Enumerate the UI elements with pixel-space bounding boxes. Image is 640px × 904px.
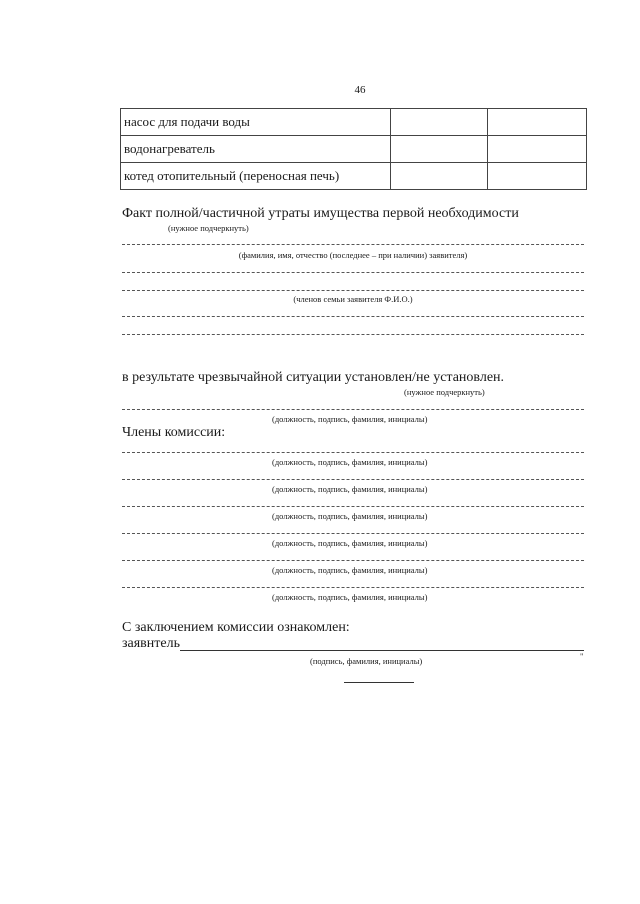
member-line	[122, 452, 584, 453]
member-caption: (должность, подпись, фамилия, инициалы)	[272, 565, 428, 575]
table-row-label: насос для подачи воды	[121, 109, 391, 136]
underline-hint-2: (нужное подчеркнуть)	[404, 387, 485, 397]
table-row-label: водонагреватель	[121, 136, 391, 163]
page-number: 46	[354, 84, 366, 96]
table-cell	[488, 163, 587, 190]
signature-caption: (подпись, фамилия, инициалы)	[310, 656, 423, 666]
applicant-caption: (фамилия, имя, отчество (последнее – при наличии) заявителя)	[238, 250, 468, 260]
blank-line	[122, 272, 584, 273]
applicant-line	[122, 244, 584, 245]
members-heading: Члены комиссии:	[122, 425, 226, 440]
table-row	[121, 109, 587, 136]
fact-heading: Факт полной/частичной утраты имущества первой необходимости	[122, 206, 519, 221]
family-line	[122, 290, 584, 291]
member-caption: (должность, подпись, фамилия, инициалы)	[272, 511, 428, 521]
member-caption: (должность, подпись, фамилия, инициалы)	[272, 592, 428, 602]
table-cell	[391, 136, 488, 163]
corner-mark: "	[580, 651, 584, 661]
table-row	[121, 163, 587, 190]
table-cell	[391, 109, 488, 136]
closing-rule	[344, 682, 414, 683]
applicant-signature-line	[180, 650, 584, 651]
table-cell	[488, 109, 587, 136]
property-table	[120, 108, 587, 190]
acquaint-heading: С заключением комиссии ознакомлен:	[122, 620, 350, 635]
applicant-label: заявнтель	[122, 636, 180, 651]
member-caption: (должность, подпись, фамилия, инициалы)	[272, 538, 428, 548]
result-text: в результате чрезвычайной ситуации установлен/не установлен.	[122, 370, 505, 385]
table-row	[121, 136, 587, 163]
underline-hint: (нужное подчеркнуть)	[168, 223, 249, 233]
blank-line	[122, 334, 584, 335]
member-line	[122, 506, 584, 507]
member-line	[122, 560, 584, 561]
member-line	[122, 587, 584, 588]
member-caption: (должность, подпись, фамилия, инициалы)	[272, 484, 428, 494]
chair-line	[122, 409, 584, 410]
member-line	[122, 533, 584, 534]
table-row-label: котед отопительный (переносная печь)	[121, 163, 391, 190]
table-cell	[391, 163, 488, 190]
blank-line	[122, 316, 584, 317]
position-caption: (должность, подпись, фамилия, инициалы)	[272, 414, 428, 424]
table-cell	[488, 136, 587, 163]
member-caption: (должность, подпись, фамилия, инициалы)	[272, 457, 428, 467]
member-line	[122, 479, 584, 480]
family-caption: (членов семьи заявителя Ф.И.О.)	[293, 294, 413, 304]
